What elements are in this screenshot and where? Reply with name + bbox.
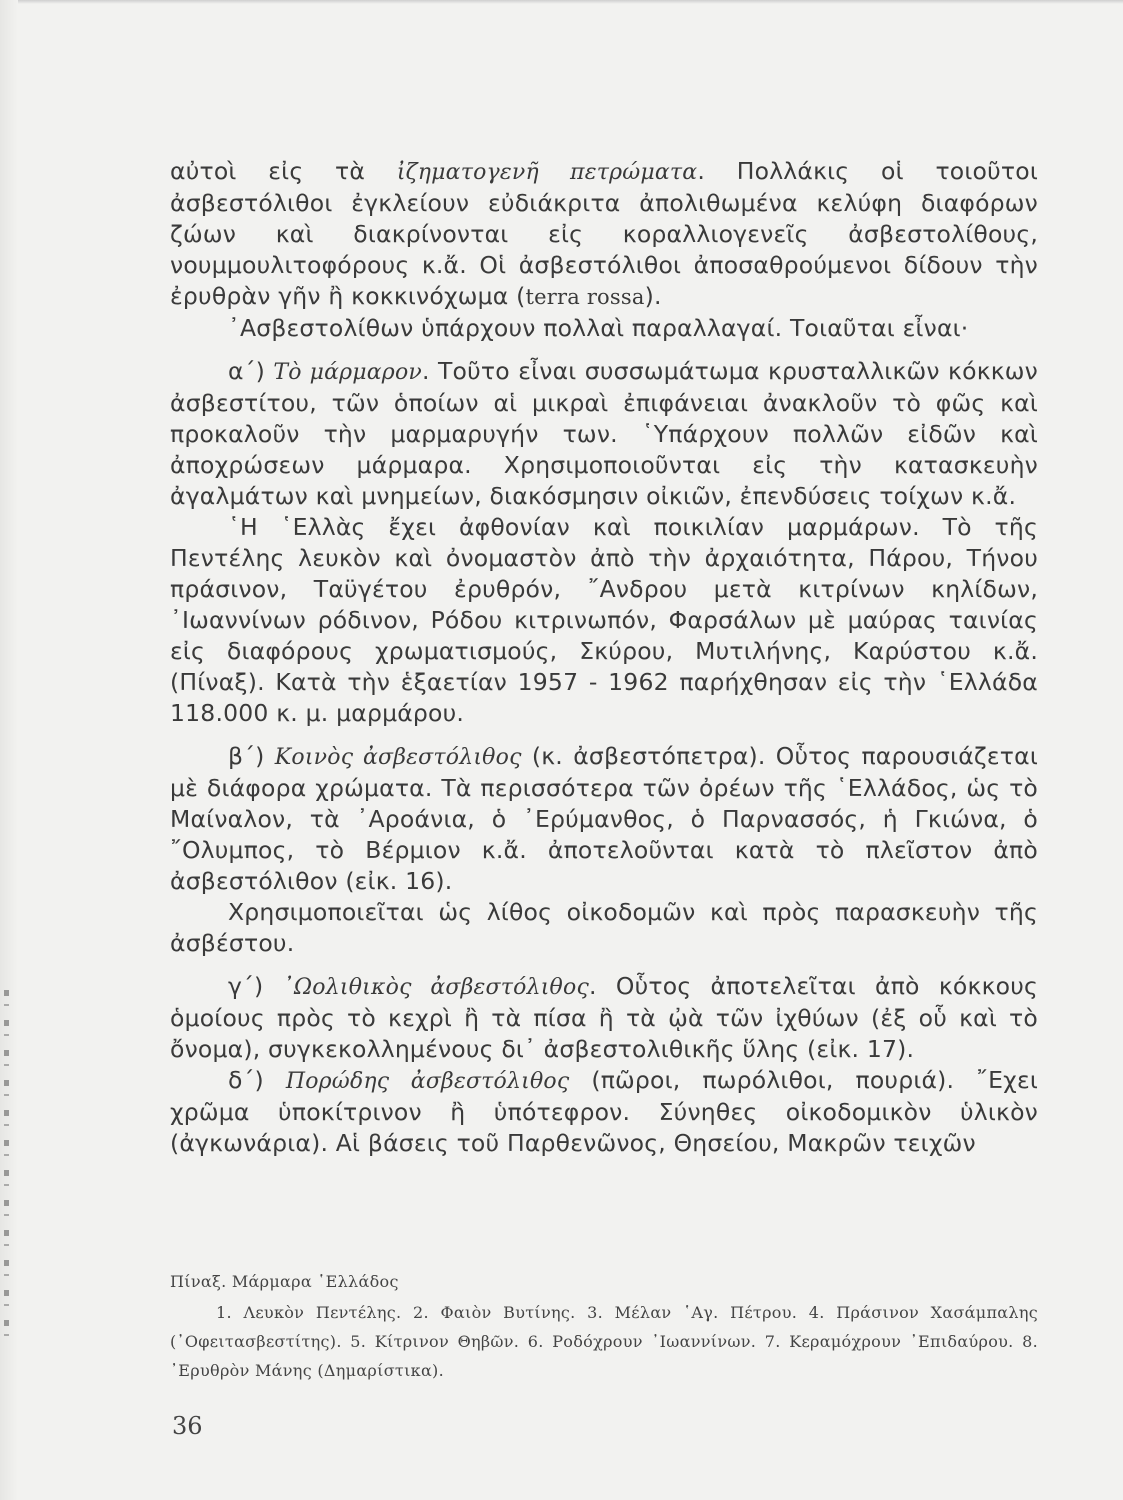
paragraph-marble bbox=[170, 356, 1038, 512]
heading-porous-limestone: Πορώδης ἀσβεστόλιθος bbox=[285, 1069, 570, 1094]
footnote-title: Πίναξ. Μάρμαρα ῾Ελλάδος bbox=[170, 1272, 399, 1291]
body-text bbox=[170, 156, 1038, 1159]
paragraph-common-limestone-text: (κ. ἀσβεστόπετρα). Οὗτος παρουσιάζεται μὲ διάφορα χρώματα. Τὰ περισσότερα τῶν ὀρέων τῆς ῾Ελλάδος, ὡς τὸ Μαίναλον, τὰ ᾿Αροάνια, ὁ ᾿Ερύμανθος, ὁ Παρνασσός, ἡ Γκιώνα, ὁ ῎Ολυμπος, τὸ Βέρμιον κ.ἄ. ἀποτελοῦνται κατὰ τὸ πλεῖστον ἀπὸ ἀσβεστόλιθον (εἰκ. 16). bbox=[170, 742, 1038, 895]
footnote-table bbox=[170, 1267, 1038, 1385]
paragraph-porous-limestone-text: (πῶροι, πωρόλιθοι, πουριά). ῎Εχει χρῶμα ὑποκίτρινον ἢ ὑπότεφρον. Σύνηθες οἰκοδομικὸν ὑλικὸν (ἀγκωνάρια). Αἱ βάσεις τοῦ Παρθενῶνος, Θησείου, Μακρῶν τειχῶν bbox=[170, 1066, 1038, 1157]
paragraph-greek-marbles: ῾Η ῾Ελλὰς ἔχει ἀφθονίαν καὶ ποικιλίαν μαρμάρων. Τὸ τῆς Πεντέλης λευκὸν καὶ ὀνομαστὸν ἀπὸ τὴν ἀρχαιότητα, Πάρου, Τήνου πράσινον, Ταϋγέτου ἐρυθρόν, ῎Ανδρου μετὰ κιτρίνων κηλίδων, ᾿Ιωαννίνων ρόδινον, Ρόδου κιτρινωπόν, Φαρσάλων μὲ μαύρας ταινίας εἰς διαφόρους χρωματισμούς, Σκύρου, Μυτιλήνης, Καρύστου κ.ἄ. (Πίναξ). Κατὰ τὴν ἑξαετίαν 1957 - 1962 παρήχθησαν εἰς τὴν ῾Ελλάδα 118.000 κ. μ. μαρμάρου. bbox=[170, 513, 1038, 727]
paragraph-porous-limestone bbox=[170, 1065, 1038, 1159]
term-sedimentary-rocks: ἰζηματογενῆ πετρώματα bbox=[396, 160, 698, 185]
enum-gamma: γ´) bbox=[228, 972, 283, 1000]
heading-marble: Τὸ μάρμαρον bbox=[273, 360, 422, 385]
heading-common-limestone: Κοινὸς ἀσβεστόλιθος bbox=[274, 745, 522, 770]
heading-oolitic-limestone: ᾿Ωολιθικὸς ἀσβεστόλιθος bbox=[282, 975, 589, 1000]
paragraph-oolitic-limestone-text: . Οὗτος ἀποτελεῖται ἀπὸ κόκκους ὁμοίους πρὸς τὸ κεχρὶ ἢ τὰ πίσα ἢ τὰ ᾠὰ τῶν ἰχθύων (ἐξ οὗ καὶ τὸ ὄνομα), συγκεκολλημένους δι᾿ ἀσβεστολιθικῆς ὕλης (εἰκ. 17). bbox=[170, 972, 1038, 1063]
binding-marks bbox=[4, 990, 9, 1350]
paragraph-2: ᾿Ασβεστολίθων ὑπάρχουν πολλαὶ παραλλαγαί. Τοιαῦται εἶναι· bbox=[228, 314, 969, 342]
page-top-edge bbox=[0, 0, 1123, 4]
page-number: 36 bbox=[172, 1412, 203, 1440]
paragraph-common-limestone bbox=[170, 741, 1038, 897]
enum-delta: δ´) bbox=[228, 1066, 286, 1094]
paragraph-marble-text: . Τοῦτο εἶναι συσσωμάτωμα κρυσταλλικῶν κόκκων ἀσβεστίτου, τῶν ὁποίων αἱ μικραὶ ἐπιφάνειαι ἀνακλοῦν τὸ φῶς καὶ προκαλοῦν τὴν μαρμαρυγήν των. ῾Υπάρχουν πολλῶν εἰδῶν καὶ ἀποχρώσεων μάρμαρα. Χρησιμοποιοῦνται εἰς τὴν κατασκευὴν ἀγαλμάτων καὶ μνημείων, διακόσμησιν οἰκιῶν, ἐπενδύσεις τοίχων κ.ἄ. bbox=[170, 357, 1038, 510]
term-terra-rossa: terra rossa bbox=[525, 285, 645, 309]
enum-beta: β´) bbox=[228, 742, 275, 770]
footnote-body: 1. Λευκὸν Πεντέλης. 2. Φαιὸν Βυτίνης. 3. Μέλαν ῾Αγ. Πέτρου. 4. Πράσινον Χασάμπαλης (᾿Οφειτασβεστίτης). 5. Κίτρινον Θηβῶν. 6. Ροδόχρουν ᾿Ιωαννίνων. 7. Κεραμόχρουν ᾿Επιδαύρου. 8. ᾿Ερυθρὸν Μάνης (Δημαρίστικα). bbox=[170, 1303, 1038, 1380]
page-left-edge bbox=[0, 0, 18, 1500]
paragraph-1-text-e: ). bbox=[644, 282, 662, 310]
paragraph-1-text-a: αὐτοὶ εἰς τὰ bbox=[170, 157, 397, 185]
paragraph-1 bbox=[170, 156, 1038, 313]
paragraph-limestone-use: Χρησιμοποιεῖται ὡς λίθος οἰκοδομῶν καὶ πρὸς παρασκευὴν τῆς ἀσβέστου. bbox=[170, 898, 1038, 957]
paragraph-oolitic-limestone bbox=[170, 971, 1038, 1065]
paragraph-1-text-c: . Πολλάκις οἱ τοιοῦτοι ἀσβεστόλιθοι ἐγκλείουν εὐδιάκριτα ἀπολιθωμένα κελύφη διαφόρων ζώων καὶ διακρίνονται εἰς κοραλλιογενεῖς ἀσβεστολίθους, νουμμουλιτοφόρους κ.ἄ. Οἱ ἀσβεστόλιθοι ἀποσαθρούμενοι δίδουν τὴν ἐρυθρὰν γῆν ἢ κοκκινόχωμα ( bbox=[170, 157, 1038, 310]
enum-alpha: α´) bbox=[228, 357, 274, 385]
